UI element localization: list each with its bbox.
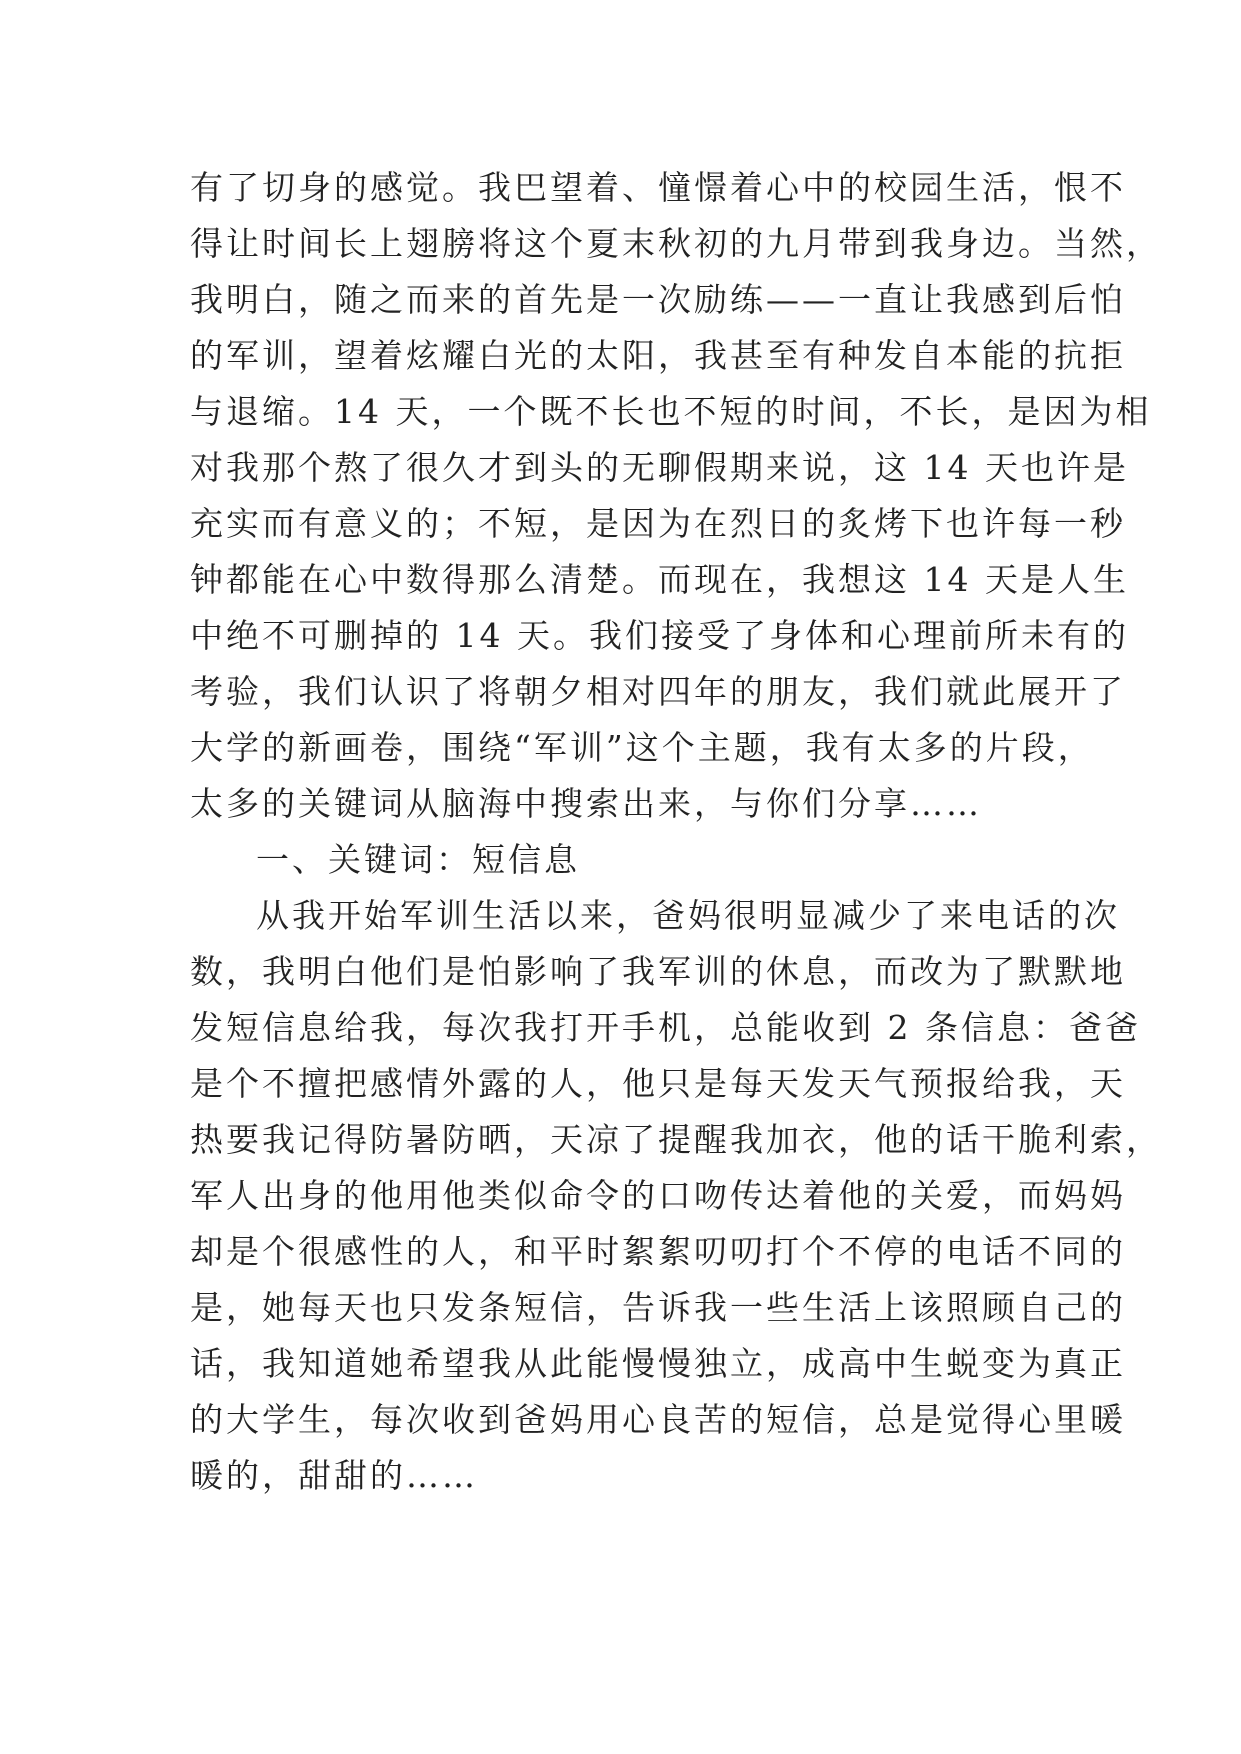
text-line: 太多的关键词从脑海中搜索出来，与你们分享…… [190,784,982,823]
text-line: 是个不擅把感情外露的人，他只是每天发天气预报给我，天 [190,1064,1126,1103]
text-line: 暖的，甜甜的…… [190,1456,478,1495]
text-line: 大学的新画卷，围绕“军训”这个主题，我有太多的片段， [190,728,1094,767]
text-line: 的大学生，每次收到爸妈用心良苦的短信，总是觉得心里暖 [190,1400,1126,1439]
text-line: 却是个很感性的人，和平时絮絮叨叨打个不停的电话不同的 [190,1232,1126,1271]
text-line: 数，我明白他们是怕影响了我军训的休息，而改为了默默地 [190,952,1126,991]
text-line: 与退缩。14 天，一个既不长也不短的时间，不长，是因为相 [190,392,1152,431]
text-line: 军人出身的他用他类似命令的口吻传达着他的关爱，而妈妈 [190,1176,1126,1215]
text-line: 充实而有意义的；不短，是因为在烈日的炙烤下也许每一秒 [190,504,1126,543]
text-line: 我明白，随之而来的首先是一次励练——一直让我感到后怕 [190,280,1126,319]
text-line: 发短信息给我，每次我打开手机，总能收到 2 条信息：爸爸 [190,1008,1141,1047]
text-line: 的军训，望着炫耀白光的太阳，我甚至有种发自本能的抗拒 [190,336,1126,375]
text-line: 话，我知道她希望我从此能慢慢独立，成高中生蜕变为真正 [190,1344,1126,1383]
text-line: 是，她每天也只发条短信，告诉我一些生活上该照顾自己的 [190,1288,1126,1327]
text-line: 钟都能在心中数得那么清楚。而现在，我想这 14 天是人生 [190,560,1129,599]
text-line: 对我那个熬了很久才到头的无聊假期来说，这 14 天也许是 [190,448,1129,487]
text-line: 得让时间长上翅膀将这个夏末秋初的九月带到我身边。当然， [190,224,1162,263]
section-heading: 一、关键词：短信息 [256,840,580,879]
body-text [190,160,1162,1504]
text-line: 热要我记得防暑防晒，天凉了提醒我加衣，他的话干脆利索， [190,1120,1162,1159]
text-line: 从我开始军训生活以来，爸妈很明显减少了来电话的次 [256,896,1120,935]
text-line: 考验，我们认识了将朝夕相对四年的朋友，我们就此展开了 [190,672,1126,711]
text-line: 有了切身的感觉。我巴望着、憧憬着心中的校园生活，恨不 [190,168,1126,207]
text-line: 中绝不可删掉的 14 天。我们接受了身体和心理前所未有的 [190,616,1129,655]
